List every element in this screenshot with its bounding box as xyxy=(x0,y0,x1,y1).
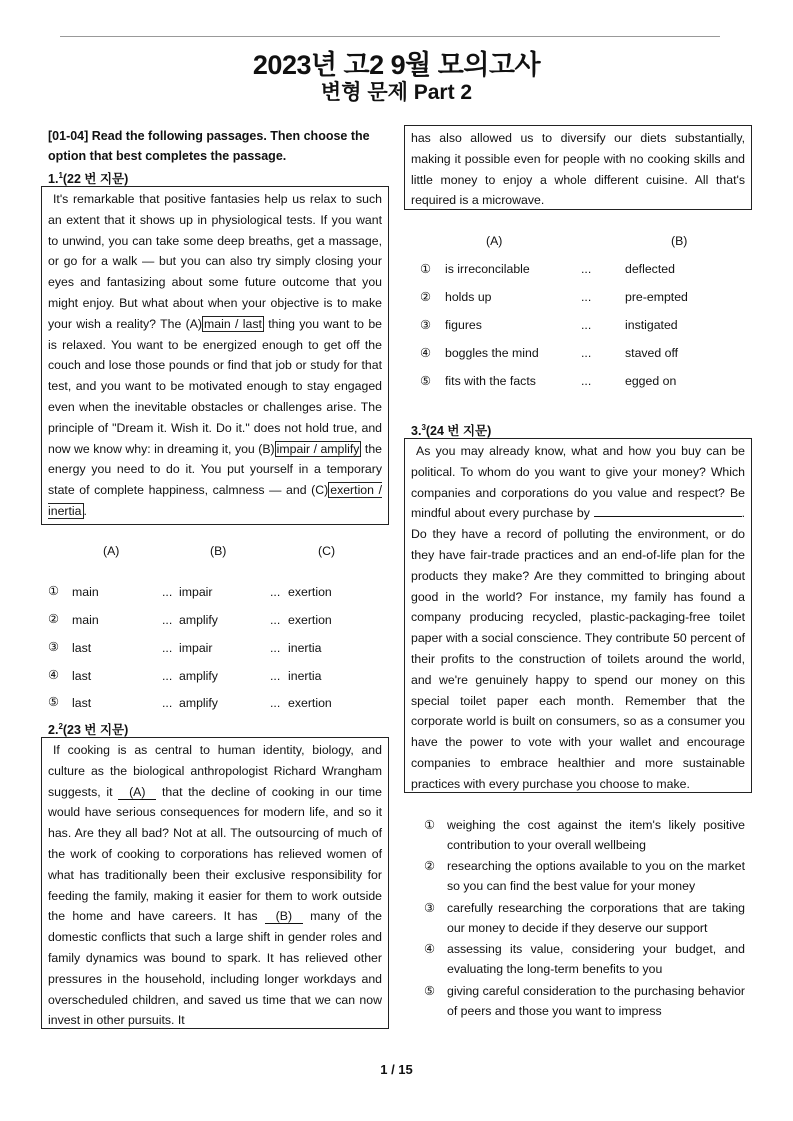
dots: ... xyxy=(162,696,173,710)
option-b: impair xyxy=(179,585,213,599)
dots: ... xyxy=(270,669,281,683)
option-a: holds up xyxy=(445,290,492,304)
q2-passage xyxy=(48,740,382,1031)
q1-choice-a: main / last xyxy=(204,316,262,331)
dots: ... xyxy=(581,374,592,388)
q1-text-d: . xyxy=(83,503,87,518)
dots: ... xyxy=(581,262,592,276)
option-text: assessing its value, considering your budget, and evaluating the long-term benefits to you xyxy=(447,942,745,976)
q2-text-b: that the decline of cooking in our time would have serious consequences for modern life, and so it has. Are they all bad? Not at all. The outsourcing of much of the work of cooking to corporations has relieved women of what has traditionally been their exclusive responsibility for feeding the family, making it easier for them to work outside the home and have careers. It has xyxy=(48,784,382,924)
q1-footnote: 1 xyxy=(58,171,63,180)
option-number: ③ xyxy=(424,901,436,915)
page-number: 1 / 15 xyxy=(380,1062,413,1077)
dots: ... xyxy=(270,696,281,710)
header-rule xyxy=(60,36,720,37)
q3-text-b: . Do they have a record of polluting the environment, or do they have fair-trade practices and an end-of-life plan for the products they make? Are they committed to bringing about good in the world? For instance, my family has found a company producing recycled, plastic-packaging-free toilet paper with a social conscience. They contribute 50 percent of their profits to the construction of toilets around the world, and we're genuinely happy to spend our money on this special toilet paper each month. Remember that the corporate world is built on consumers, so as a consumer you have the power to vote with your wallet and encourage companies to embrace healthier and more sustainable practices with every purchase you choose to make. xyxy=(411,506,745,791)
dots: ... xyxy=(162,585,173,599)
option-a: is irreconcilable xyxy=(445,262,530,276)
option-a: last xyxy=(72,696,92,710)
option-a: boggles the mind xyxy=(445,346,539,360)
option-a: main xyxy=(72,585,99,599)
q3-heading xyxy=(411,419,491,440)
option-b: deflected xyxy=(625,262,675,276)
q1-choice-c: exertion / inertia xyxy=(48,483,382,518)
option-number: ② xyxy=(420,290,432,304)
dots: ... xyxy=(581,318,592,332)
option-number: ④ xyxy=(424,942,436,956)
q1-number: 1. xyxy=(48,172,59,187)
page-subtitle: 변형 문제 Part 2 xyxy=(320,81,473,104)
q1-text-c: the energy you need to do it. You put yourself in a temporary state of complete happiness, calmness — and (C) xyxy=(48,441,382,498)
q2-blank-a: (A) xyxy=(118,785,156,800)
instructions: [01-04] Read the following passages. Then choose the option that best completes the passage. xyxy=(48,129,370,163)
option-b: amplify xyxy=(179,696,218,710)
option-text: carefully researching the corporations that are taking our money to decide if they deserve our support xyxy=(447,901,745,935)
q3-option-5[interactable] xyxy=(424,981,745,1021)
q3-passage xyxy=(411,441,745,795)
q3-passage-box xyxy=(404,438,752,793)
option-a: main xyxy=(72,613,99,627)
option-a: fits with the facts xyxy=(445,374,536,388)
q3-option-1[interactable] xyxy=(424,815,745,855)
dots: ... xyxy=(581,346,592,360)
q1-choice-b: impair / amplify xyxy=(276,441,360,456)
q1-col-b: (B) xyxy=(210,544,227,558)
dots: ... xyxy=(270,641,281,655)
q2-text-a: If cooking is as central to human identity, biology, and culture as the biological anthropologist Richard Wrangham suggests, it xyxy=(48,743,382,799)
q3-number: 3. xyxy=(411,424,422,439)
option-c: inertia xyxy=(288,641,322,655)
dots: ... xyxy=(162,641,173,655)
dots: ... xyxy=(162,669,173,683)
option-number: ⑤ xyxy=(48,695,60,709)
q3-footnote: 3 xyxy=(421,423,426,432)
option-b: amplify xyxy=(179,613,218,627)
option-a: last xyxy=(72,641,92,655)
q1-heading xyxy=(48,167,128,188)
option-b: instigated xyxy=(625,318,678,332)
option-number: ④ xyxy=(48,668,60,682)
option-number: ⑤ xyxy=(424,984,436,998)
q2-heading xyxy=(48,718,128,739)
q3-source: (24 번 지문) xyxy=(425,424,492,439)
option-number: ④ xyxy=(420,346,432,360)
option-number: ① xyxy=(424,818,436,832)
q2-footnote: 2 xyxy=(58,722,63,731)
q2-source: (23 번 지문) xyxy=(62,723,129,738)
option-a: figures xyxy=(445,318,482,332)
q1-col-a: (A) xyxy=(103,544,120,558)
q2-number: 2. xyxy=(48,723,59,738)
q2-passage-continued-box xyxy=(404,125,752,210)
q3-option-4[interactable] xyxy=(424,939,745,979)
q1-passage xyxy=(48,189,382,522)
option-text: researching the options available to you on the market so you can find the best value for your money xyxy=(447,859,745,893)
option-number: ② xyxy=(424,859,436,873)
q3-option-3[interactable] xyxy=(424,898,745,938)
dots: ... xyxy=(270,585,281,599)
option-b: staved off xyxy=(625,346,679,360)
page-title: 2023년 고2 9월 모의고사 xyxy=(252,50,541,80)
q2-col-a: (A) xyxy=(486,234,503,248)
option-b: pre-empted xyxy=(625,290,688,304)
option-b: impair xyxy=(179,641,213,655)
q2-blank-b: (B) xyxy=(265,909,303,924)
option-c: exertion xyxy=(288,613,332,627)
q2-passage-box xyxy=(41,737,389,1029)
q1-text-b: thing you want to be is relaxed. You want to be energized enough to get off the couch and lose those pounds or find that job or study for that test, and you want to be motivated enough to stay engaged even when the inevitable obstacles or challenges arise. The principle of "Dream it. Wish it. Do it." does not hold true, and now we know why: in dreaming it, you (B) xyxy=(48,316,382,456)
dots: ... xyxy=(162,613,173,627)
option-text: giving careful consideration to the purchasing behavior of peers and those you want to impress xyxy=(447,984,745,1018)
q1-text-a: It's remarkable that positive fantasies help us relax to such an extent that it shows up in physiological tests. If you want to unwind, you can take some deep breaths, get a massage, or go for a walk — but you can also try simply closing your eyes and fantasizing about some future outcome that you might enjoy. But what about when your objective is to make your wish a reality? The (A) xyxy=(48,192,382,331)
option-c: inertia xyxy=(288,669,322,683)
dots: ... xyxy=(581,290,592,304)
q1-source: (22 번 지문) xyxy=(62,172,129,187)
option-number: ② xyxy=(48,612,60,626)
option-number: ① xyxy=(420,262,432,276)
q3-blank xyxy=(594,504,742,517)
option-number: ① xyxy=(48,584,60,598)
q2-col-b: (B) xyxy=(671,234,688,248)
q2-text-c: many of the domestic conflicts that such a large shift in gender roles and family dynamics was bound to spark. It has relieved other pressures in the household, including longer workdays and overscheduled children, and saved us time that we can now invest in other pursuits. It xyxy=(48,909,382,1028)
option-text: weighing the cost against the item's likely positive contribution to your overall wellbeing xyxy=(447,818,745,852)
option-number: ⑤ xyxy=(420,374,432,388)
q3-option-2[interactable] xyxy=(424,856,745,896)
option-c: exertion xyxy=(288,585,332,599)
option-a: last xyxy=(72,669,92,683)
q1-col-c: (C) xyxy=(318,544,336,558)
option-b: egged on xyxy=(625,374,677,388)
option-number: ③ xyxy=(420,318,432,332)
dots: ... xyxy=(270,613,281,627)
option-c: exertion xyxy=(288,696,332,710)
q3-text-a: As you may already know, what and how you buy can be political. To whom do you want to give your money? Which companies and corporations do you value and respect? Be mindful about every purchase by xyxy=(411,444,745,521)
option-b: amplify xyxy=(179,669,218,683)
option-number: ③ xyxy=(48,640,60,654)
q1-passage-box xyxy=(41,186,389,525)
q2-passage-continued: has also allowed us to diversify our diets substantially, making it possible even for people with no cooking skills and little money to enjoy a whole different cuisine. All that's required is a microwave. xyxy=(411,131,745,208)
